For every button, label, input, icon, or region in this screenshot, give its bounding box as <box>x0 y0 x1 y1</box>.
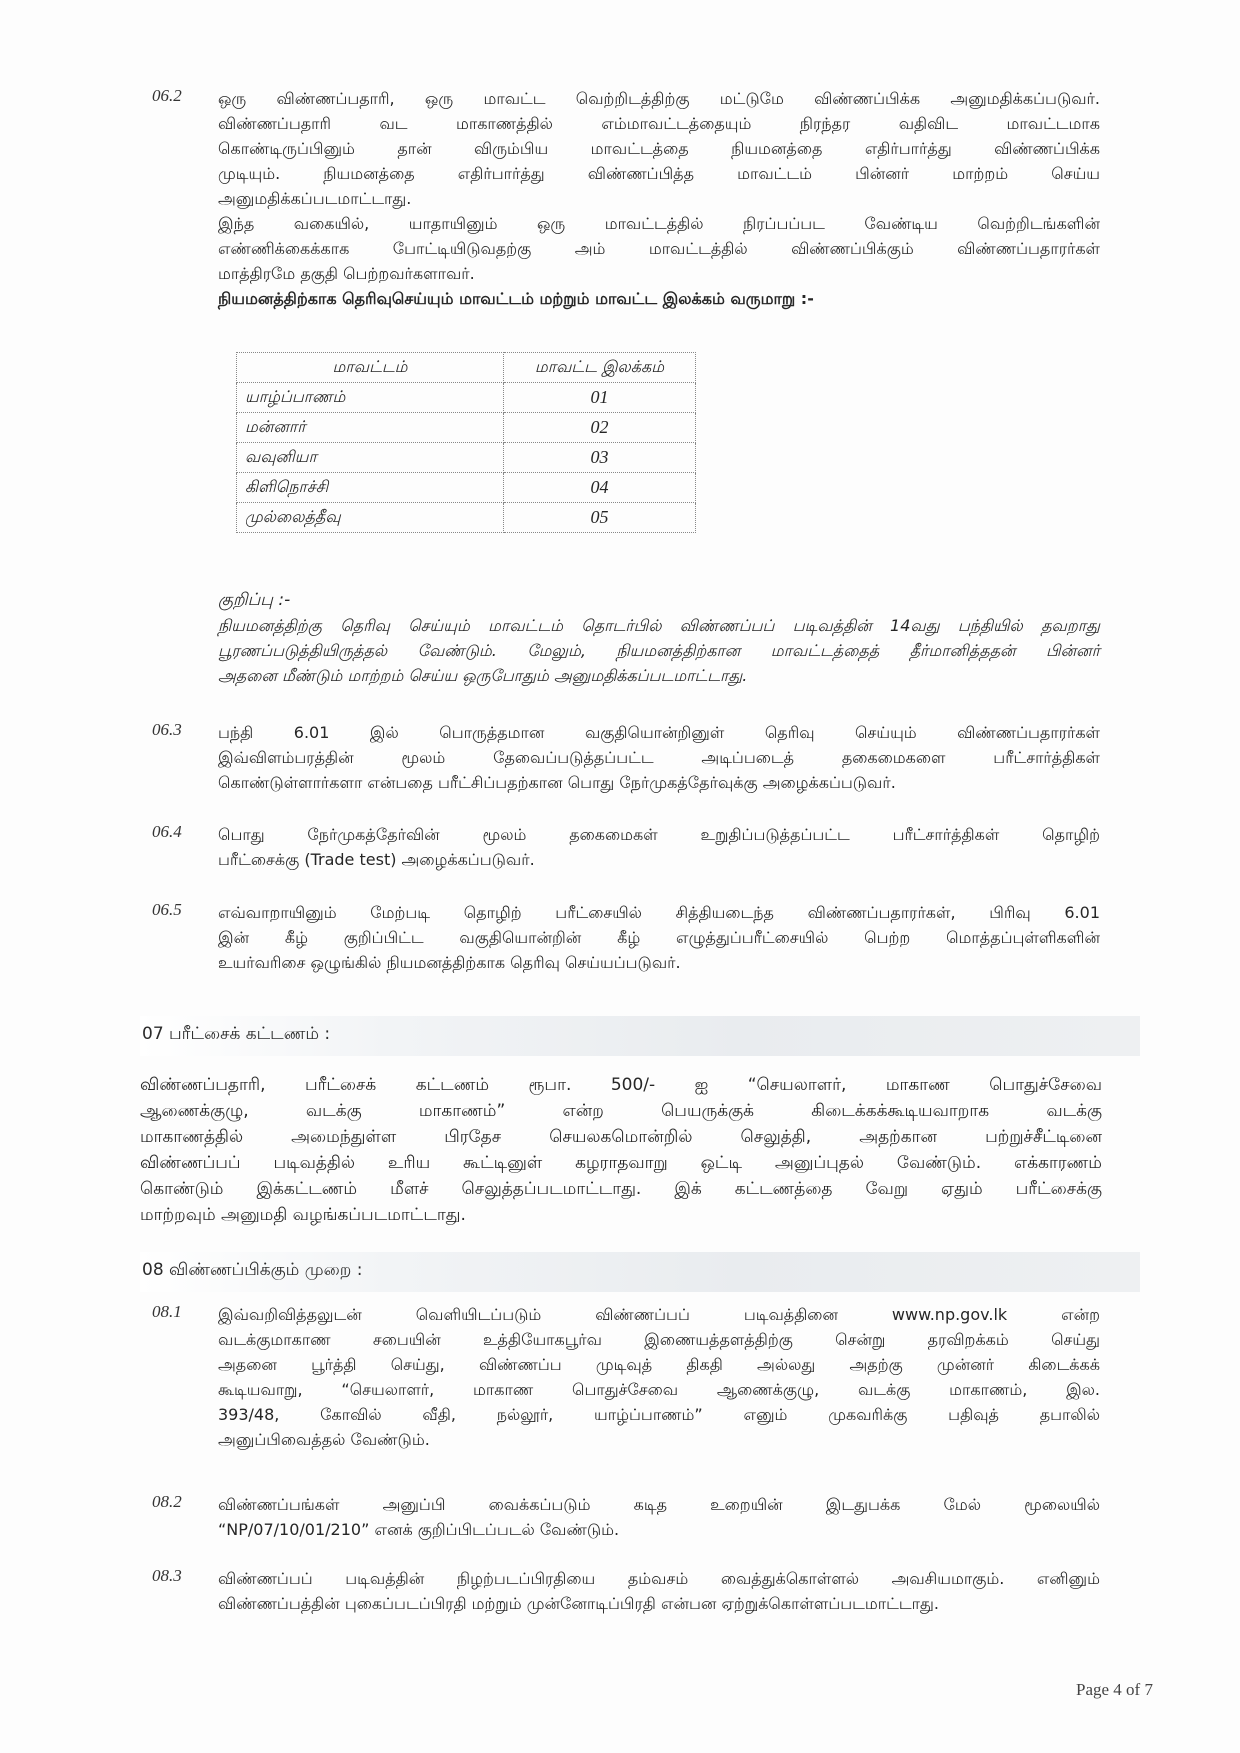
district-code: 04 <box>504 473 696 503</box>
column-header-district: மாவட்டம் <box>237 353 504 383</box>
district-name: வவுனியா <box>237 443 504 473</box>
text-line: ஒரு விண்ணப்பதாரி, ஒரு மாவட்ட வெற்றிடத்திற்கு மட்டுமே விண்ணப்பிக்க அனுமதிக்கப்படுவர். <box>218 89 1100 108</box>
text-line: கொண்டிருப்பினும் தான் விரும்பிய மாவட்டத்தை நியமனத்தை எதிர்பார்த்து விண்ணப்பிக்க <box>218 139 1100 158</box>
clause-number: 08.3 <box>152 1566 182 1585</box>
clause-number: 06.4 <box>152 822 182 841</box>
text-line: மாகாணத்தில் அமைந்துள்ள பிரதேச செயலகமொன்றில் செலுத்தி, அதற்கான பற்றுச்சீட்டினை <box>140 1127 1102 1147</box>
table-row <box>237 413 696 443</box>
district-name: கிளிநொச்சி <box>237 473 504 503</box>
clause-body <box>218 86 1100 311</box>
text-line: விண்ணப்பப் படிவத்தில் உரிய கூட்டினுள் கழராதவாறு ஒட்டி அனுப்புதல் வேண்டும். எக்காரணம் <box>140 1153 1102 1173</box>
clause-number: 06.2 <box>152 86 182 105</box>
clause-number: 06.3 <box>152 720 182 739</box>
text-line: விண்ணப்பத்தின் புகைப்படப்பிரதி மற்றும் முன்னோடிப்பிரதி என்பன ஏற்றுக்கொள்ளப்படமாட்டாது. <box>218 1594 939 1613</box>
text-line: இன் கீழ் குறிப்பிட்ட வகுதியொன்றின் கீழ் எழுத்துப்பரீட்சையில் பெற்ற மொத்தப்புள்ளிகளின் <box>218 928 1100 947</box>
text-line: நியமனத்திற்கு தெரிவு செய்யும் மாவட்டம் தொடர்பில் விண்ணப்பப் படிவத்தின் 14வது பந்தியில் தவறாது <box>218 616 1100 635</box>
text-line: பந்தி 6.01 இல் பொருத்தமான வகுதியொன்றினுள் தெரிவு செய்யும் விண்ணப்பதாரர்கள் <box>218 723 1100 742</box>
district-name: யாழ்ப்பாணம் <box>237 383 504 413</box>
text-line: விண்ணப்பப் படிவத்தின் நிழற்படப்பிரதியை தம்வசம் வைத்துக்கொள்ளல் அவசியமாகும். எனினும் <box>218 1569 1100 1588</box>
table-row <box>237 503 696 533</box>
text-line: உயர்வரிசை ஒழுங்கில் நியமனத்திற்காக தெரிவு செய்யப்படுவர். <box>218 953 681 972</box>
district-code: 02 <box>504 413 696 443</box>
table-header-row <box>237 353 696 383</box>
text-line: அனுப்பிவைத்தல் வேண்டும். <box>218 1430 430 1449</box>
clause-body <box>218 900 1100 975</box>
district-name: மன்னார் <box>237 413 504 443</box>
text-line: விண்ணப்பதாரி, பரீட்சைக் கட்டணம் ரூபா. 500/- ஐ “செயலாளர், மாகாண பொதுச்சேவை <box>140 1075 1102 1095</box>
text-line: கூடியவாறு, “செயலாளர், மாகாண பொதுச்சேவை ஆணைக்குழு, வடக்கு மாகாணம், இல. <box>218 1380 1100 1399</box>
district-code: 03 <box>504 443 696 473</box>
text-line: விண்ணப்பங்கள் அனுப்பி வைக்கப்படும் கடித உறையின் இடதுபக்க மேல் மூலையில் <box>218 1495 1100 1514</box>
text-line: கொண்டுள்ளார்களா என்பதை பரீட்சிப்பதற்கான பொது நேர்முகத்தேர்வுக்கு அழைக்கப்படுவர். <box>218 773 896 792</box>
clause-body <box>218 1302 1100 1452</box>
text-line: அதனை மீண்டும் மாற்றம் செய்ய ஒருபோதும் அனுமதிக்கப்படமாட்டாது. <box>218 666 748 685</box>
note-body <box>218 588 1100 688</box>
clause-number: 06.5 <box>152 900 182 919</box>
clause-body <box>218 822 1100 872</box>
text-line: இந்த வகையில், யாதாயினும் ஒரு மாவட்டத்தில் நிரப்பப்பட வேண்டிய வெற்றிடங்களின் <box>218 214 1100 233</box>
text-line: பொது நேர்முகத்தேர்வின் மூலம் தகைமைகள் உறுதிப்படுத்தப்பட்ட பரீட்சார்த்திகள் தொழிற் <box>218 825 1100 844</box>
text-line: ஆணைக்குழு, வடக்கு மாகாணம்” என்ற பெயருக்குக் கிடைக்கக்கூடியவாறாக வடக்கு <box>140 1101 1102 1121</box>
table-row <box>237 383 696 413</box>
text-line: எண்ணிக்கைக்காக போட்டியிடுவதற்கு அம் மாவட்டத்தில் விண்ணப்பிக்கும் விண்ணப்பதாரர்கள் <box>218 239 1100 258</box>
clause-number: 08.2 <box>152 1492 182 1511</box>
text-line: எவ்வாறாயினும் மேற்படி தொழிற் பரீட்சையில் சித்தியடைந்த விண்ணப்பதாரர்கள், பிரிவு 6.01 <box>218 903 1100 922</box>
district-table <box>236 352 696 533</box>
district-name: முல்லைத்தீவு <box>237 503 504 533</box>
section-title-08: 08 விண்ணப்பிக்கும் முறை : <box>142 1260 363 1280</box>
text-line: மாத்திரமே தகுதி பெற்றவர்களாவர். <box>218 264 475 283</box>
clause-body <box>218 1492 1100 1542</box>
text-line: பரீட்சைக்கு (Trade test) அழைக்கப்படுவர். <box>218 850 535 869</box>
text-line: இவ்வறிவித்தலுடன் வெளியிடப்படும் விண்ணப்பப் படிவத்தினை www.np.gov.lk என்ற <box>218 1305 1101 1324</box>
clause-body <box>218 720 1100 795</box>
table-row <box>237 443 696 473</box>
table-intro: நியமனத்திற்காக தெரிவுசெய்யும் மாவட்டம் மற்றும் மாவட்ட இலக்கம் வருமாறு :- <box>218 289 814 308</box>
section-title-07: 07 பரீட்சைக் கட்டணம் : <box>142 1024 331 1044</box>
clause-body <box>218 1566 1100 1616</box>
text-line: முடியும். நியமனத்தை எதிர்பார்த்து விண்ணப்பித்த மாவட்டம் பின்னர் மாற்றம் செய்ய <box>218 164 1100 183</box>
district-code: 01 <box>504 383 696 413</box>
clause-number: 08.1 <box>152 1302 182 1321</box>
text-line: இவ்விளம்பரத்தின் மூலம் தேவைப்படுத்தப்பட்ட அடிப்படைத் தகைமைகளை பரீட்சார்த்திகள் <box>218 748 1100 767</box>
district-code: 05 <box>504 503 696 533</box>
page-number: Page 4 of 7 <box>1076 1680 1153 1699</box>
text-line: 393/48, கோவில் வீதி, நல்லூர், யாழ்ப்பாணம்” எனும் முகவரிக்கு பதிவுத் தபாலில் <box>218 1405 1100 1424</box>
table-row <box>237 473 696 503</box>
fee-paragraph <box>140 1072 1102 1228</box>
column-header-code: மாவட்ட இலக்கம் <box>504 353 696 383</box>
text-line: “NP/07/10/01/210” எனக் குறிப்பிடப்படல் வேண்டும். <box>218 1520 620 1539</box>
text-line: விண்ணப்பதாரி வட மாகாணத்தில் எம்மாவட்டத்தையும் நிரந்தர வதிவிட மாவட்டமாக <box>218 114 1100 133</box>
text-line: அனுமதிக்கப்படமாட்டாது. <box>218 189 412 208</box>
text-line: மாற்றவும் அனுமதி வழங்கப்படமாட்டாது. <box>140 1205 466 1225</box>
text-line: அதனை பூர்த்தி செய்து, விண்ணப்ப முடிவுத் திகதி அல்லது அதற்கு முன்னர் கிடைக்கக் <box>218 1355 1100 1374</box>
text-line: வடக்குமாகாண சபையின் உத்தியோகபூர்வ இணையத்தளத்திற்கு சென்று தரவிறக்கம் செய்து <box>218 1330 1100 1349</box>
text-line: கொண்டும் இக்கட்டணம் மீளச் செலுத்தப்படமாட்டாது. இக் கட்டணத்தை வேறு ஏதும் பரீட்சைக்கு <box>140 1179 1102 1199</box>
note-title: குறிப்பு :- <box>218 590 291 610</box>
text-line: பூரணப்படுத்தியிருத்தல் வேண்டும். மேலும், நியமனத்திற்கான மாவட்டத்தைத் தீர்மானித்ததன் பின்னர் <box>218 641 1100 660</box>
